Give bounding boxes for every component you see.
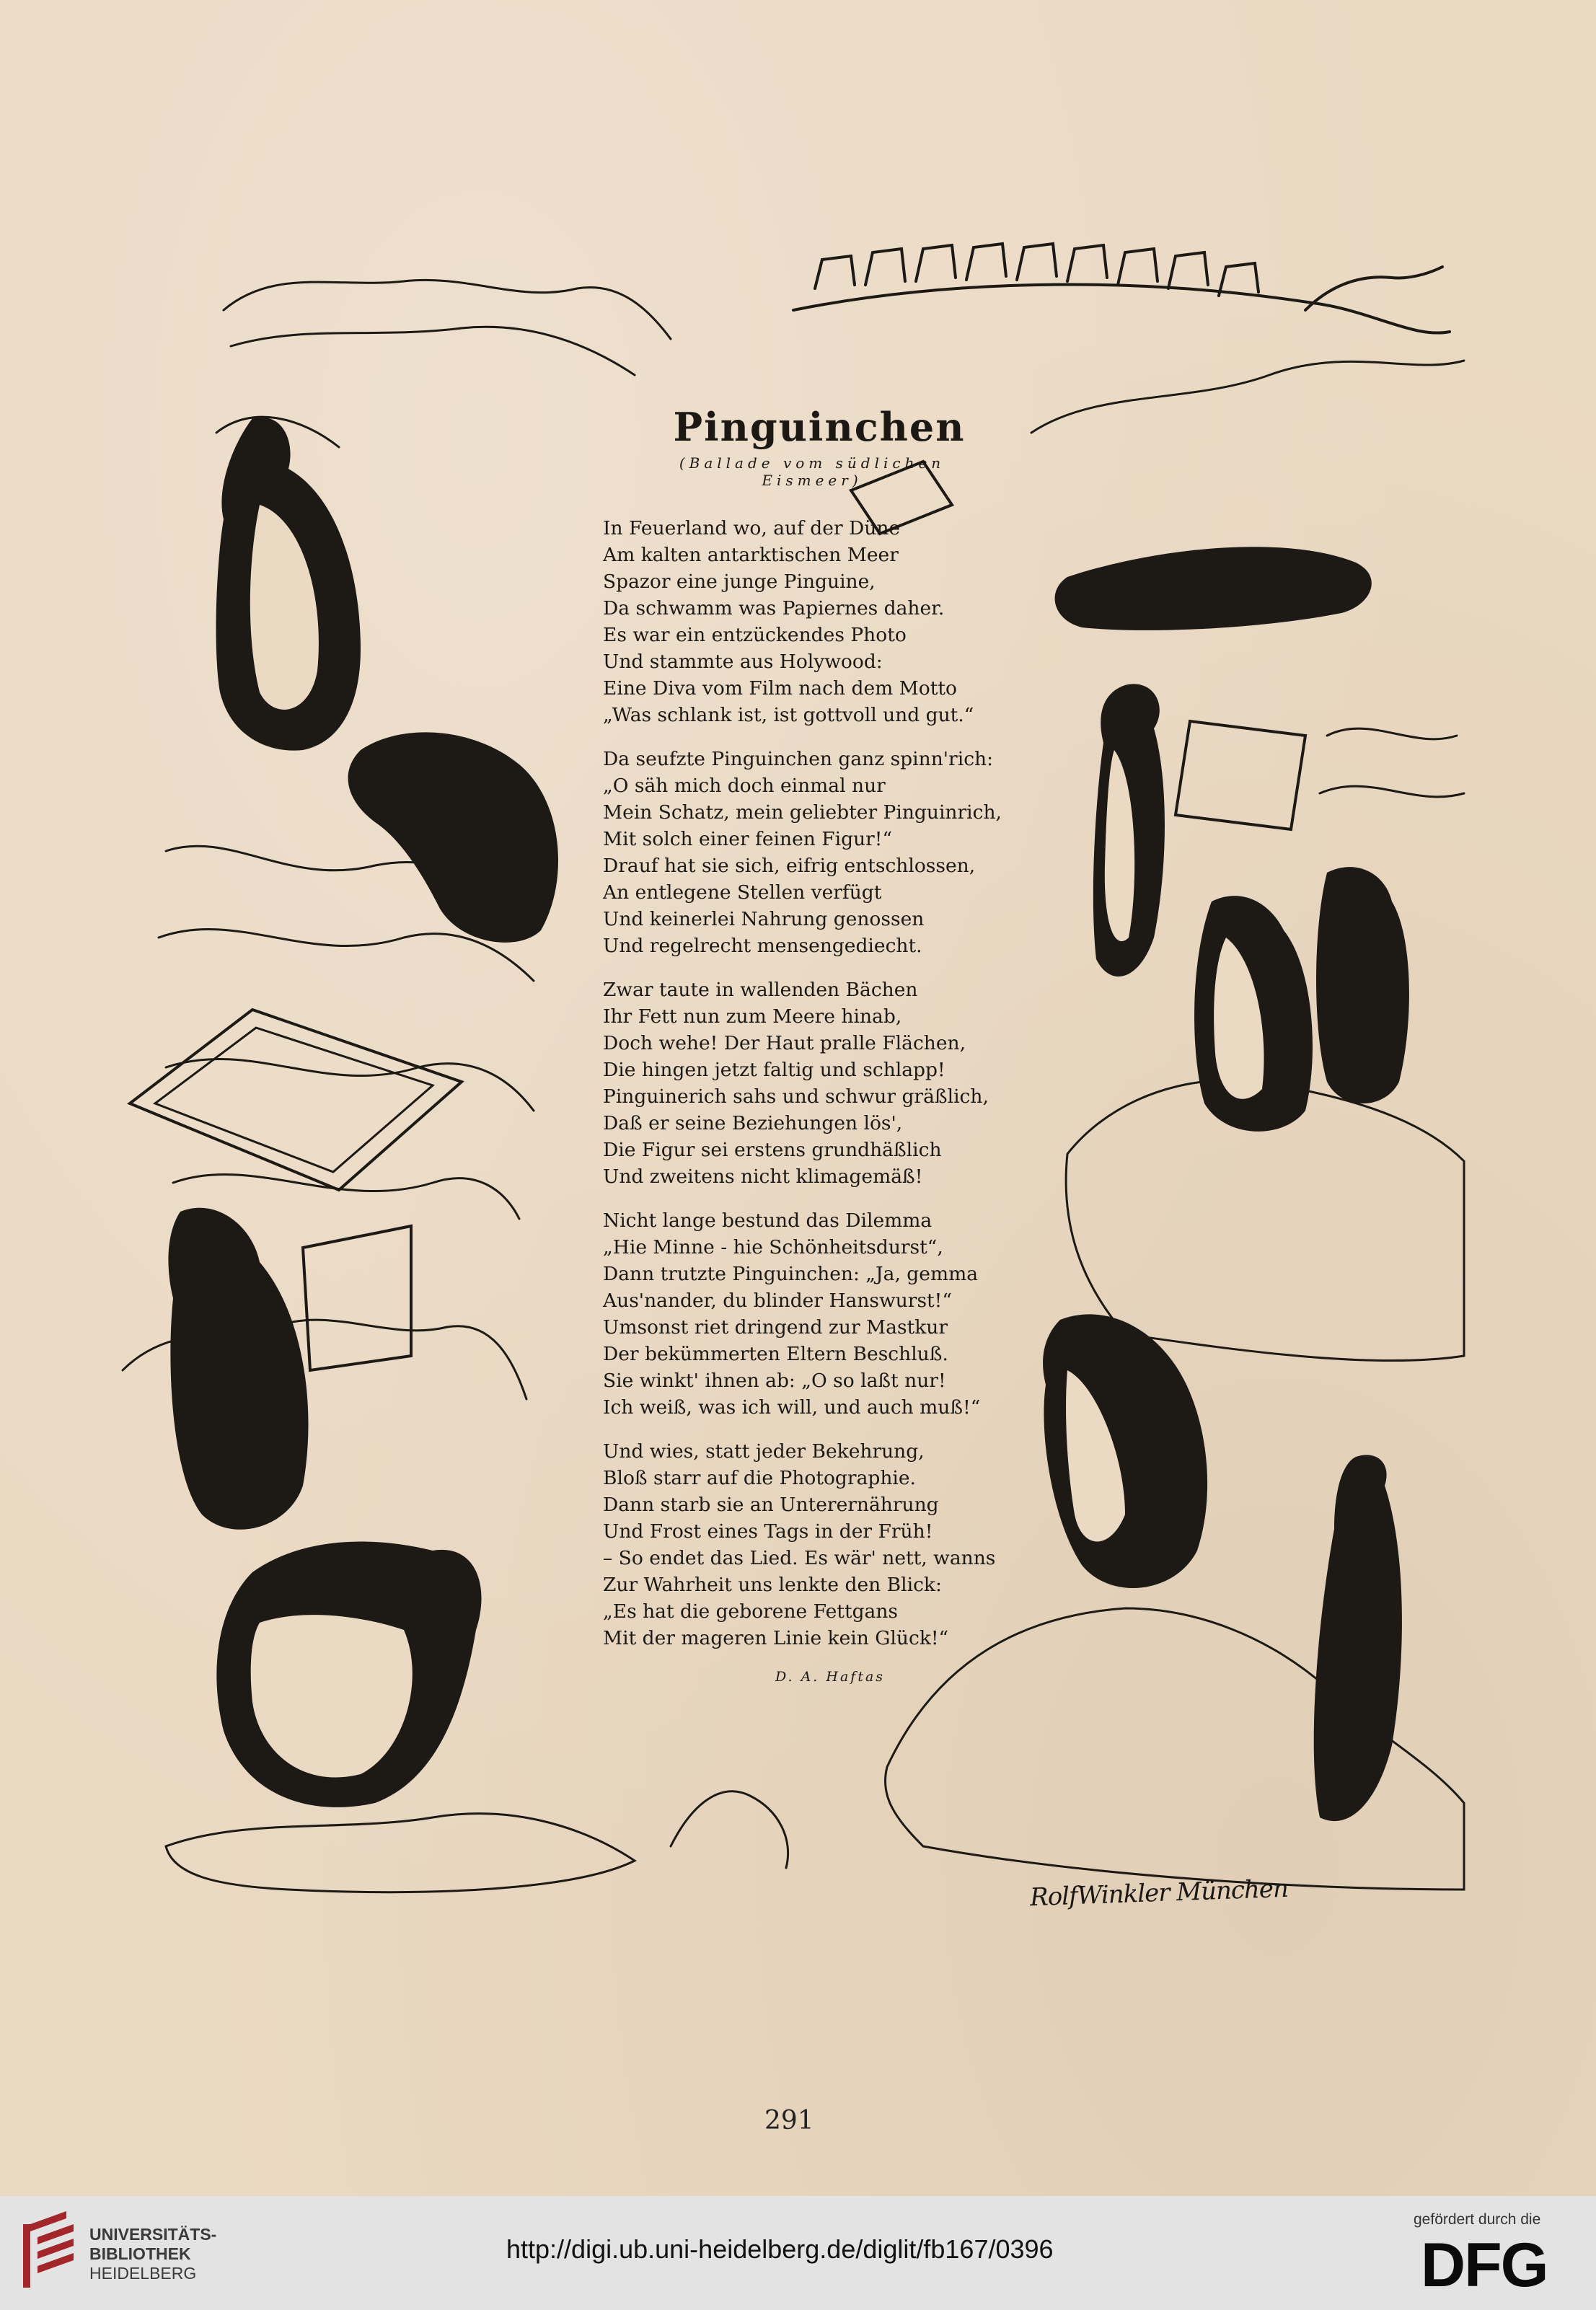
library-name-line2: BIBLIOTHEK <box>89 2244 191 2263</box>
library-name-line3: HEIDELBERG <box>89 2264 197 2283</box>
poem-line: Aus'nander, du blinder Hanswurst!“ <box>603 1290 952 1312</box>
poem-title: Pinguinchen <box>673 404 966 450</box>
poem-line: Nicht lange bestund das Dilemma <box>603 1209 933 1232</box>
poem-line: Die hingen jetzt faltig und schlapp! <box>603 1059 945 1081</box>
poem-line: Und regelrecht mensengediecht. <box>603 935 922 957</box>
library-name[interactable] <box>89 2225 216 2283</box>
poem-line: Ich weiß, was ich will, und auch muß!“ <box>603 1396 981 1419</box>
poem-line: Am kalten antarktischen Meer <box>603 544 899 566</box>
page-number: 291 <box>764 2106 814 2135</box>
stanza-3 <box>603 977 992 1190</box>
dfg-logo[interactable]: DFG <box>1421 2231 1548 2300</box>
library-name-line1: UNIVERSITÄTS- <box>89 2225 217 2244</box>
poem-line: Mit solch einer feinen Figur!“ <box>603 828 893 850</box>
poem-line: Da seufzte Pinguinchen ganz spinn'rich: <box>603 748 994 770</box>
poem-line: Ihr Fett nun zum Meere hinab, <box>603 1005 902 1028</box>
poem-line: Es war ein entzückendes Photo <box>603 624 907 646</box>
poem-line: An entlegene Stellen verfügt <box>603 881 882 904</box>
poem-line: Zwar taute in wallenden Bächen <box>603 979 918 1001</box>
poem-line: Und wies, statt jeder Bekehrung, <box>603 1440 925 1463</box>
poem-line: Und keinerlei Nahrung genossen <box>603 908 925 930</box>
poem-line: In Feuerland wo, auf der Düne <box>603 517 901 539</box>
poem-line: Sie winkt' ihnen ab: „O so laßt nur! <box>603 1370 946 1392</box>
poem <box>603 404 1002 1685</box>
poem-line: Dann starb sie an Unterernährung <box>603 1494 939 1516</box>
poem-line: Drauf hat sie sich, eifrig entschlossen, <box>603 855 976 877</box>
stanza-4 <box>603 1207 992 1421</box>
poem-line: Dann trutzte Pinguinchen: „Ja, gemma <box>603 1263 979 1285</box>
university-library-logo-icon[interactable] <box>16 2208 82 2295</box>
poem-line: Spazor eine junge Pinguine, <box>603 570 876 593</box>
poem-line: Zur Wahrheit uns lenkte den Blick: <box>603 1574 942 1596</box>
poem-author: D. A. Haftas <box>775 1669 886 1685</box>
poem-line: Und Frost eines Tags in der Früh! <box>603 1520 933 1543</box>
poem-line: – So endet das Lied. Es wär' nett, wanns <box>603 1547 996 1569</box>
poem-line: „Was schlank ist, ist gottvoll und gut.“ <box>603 704 974 726</box>
funding-caption: gefördert durch die <box>1414 2211 1541 2228</box>
poem-line: Doch wehe! Der Haut pralle Flächen, <box>603 1032 966 1054</box>
poem-line: „Hie Minne - hie Schönheitsdurst“, <box>603 1236 943 1258</box>
poem-line: Die Figur sei erstens grundhäßlich <box>603 1139 942 1161</box>
poem-line: Bloß starr auf die Photographie. <box>603 1467 916 1489</box>
poem-line: Pinguinerich sahs und schwur gräßlich, <box>603 1085 989 1108</box>
poem-line: „O säh mich doch einmal nur <box>603 775 886 797</box>
poem-line: Daß er seine Beziehungen lös', <box>603 1112 903 1134</box>
poem-subtitle: (Ballade vom südlichen Eismeer) <box>679 454 945 489</box>
stanza-1 <box>603 515 992 728</box>
poem-line: Mein Schatz, mein geliebter Pinguinrich, <box>603 801 1002 824</box>
poem-line: Und stammte aus Holywood: <box>603 651 883 673</box>
poem-line: Umsonst riet dringend zur Mastkur <box>603 1316 948 1339</box>
poem-line: Da schwamm was Papiernes daher. <box>603 597 945 620</box>
poem-line: Und zweitens nicht klimagemäß! <box>603 1165 923 1188</box>
stanza-2 <box>603 746 1002 959</box>
artist-signature: RolfWinkler München <box>1029 1874 1289 1913</box>
poem-line: Der bekümmerten Eltern Beschluß. <box>603 1343 948 1365</box>
stanza-5 <box>603 1438 996 1652</box>
poem-line: Eine Diva vom Film nach dem Motto <box>603 677 958 700</box>
poem-line: „Es hat die geborene Fettgans <box>603 1600 899 1623</box>
permalink-url[interactable]: http://digi.ub.uni-heidelberg.de/diglit/fb167/0396 <box>506 2234 1054 2264</box>
poem-line: Mit der mageren Linie kein Glück!“ <box>603 1627 949 1649</box>
